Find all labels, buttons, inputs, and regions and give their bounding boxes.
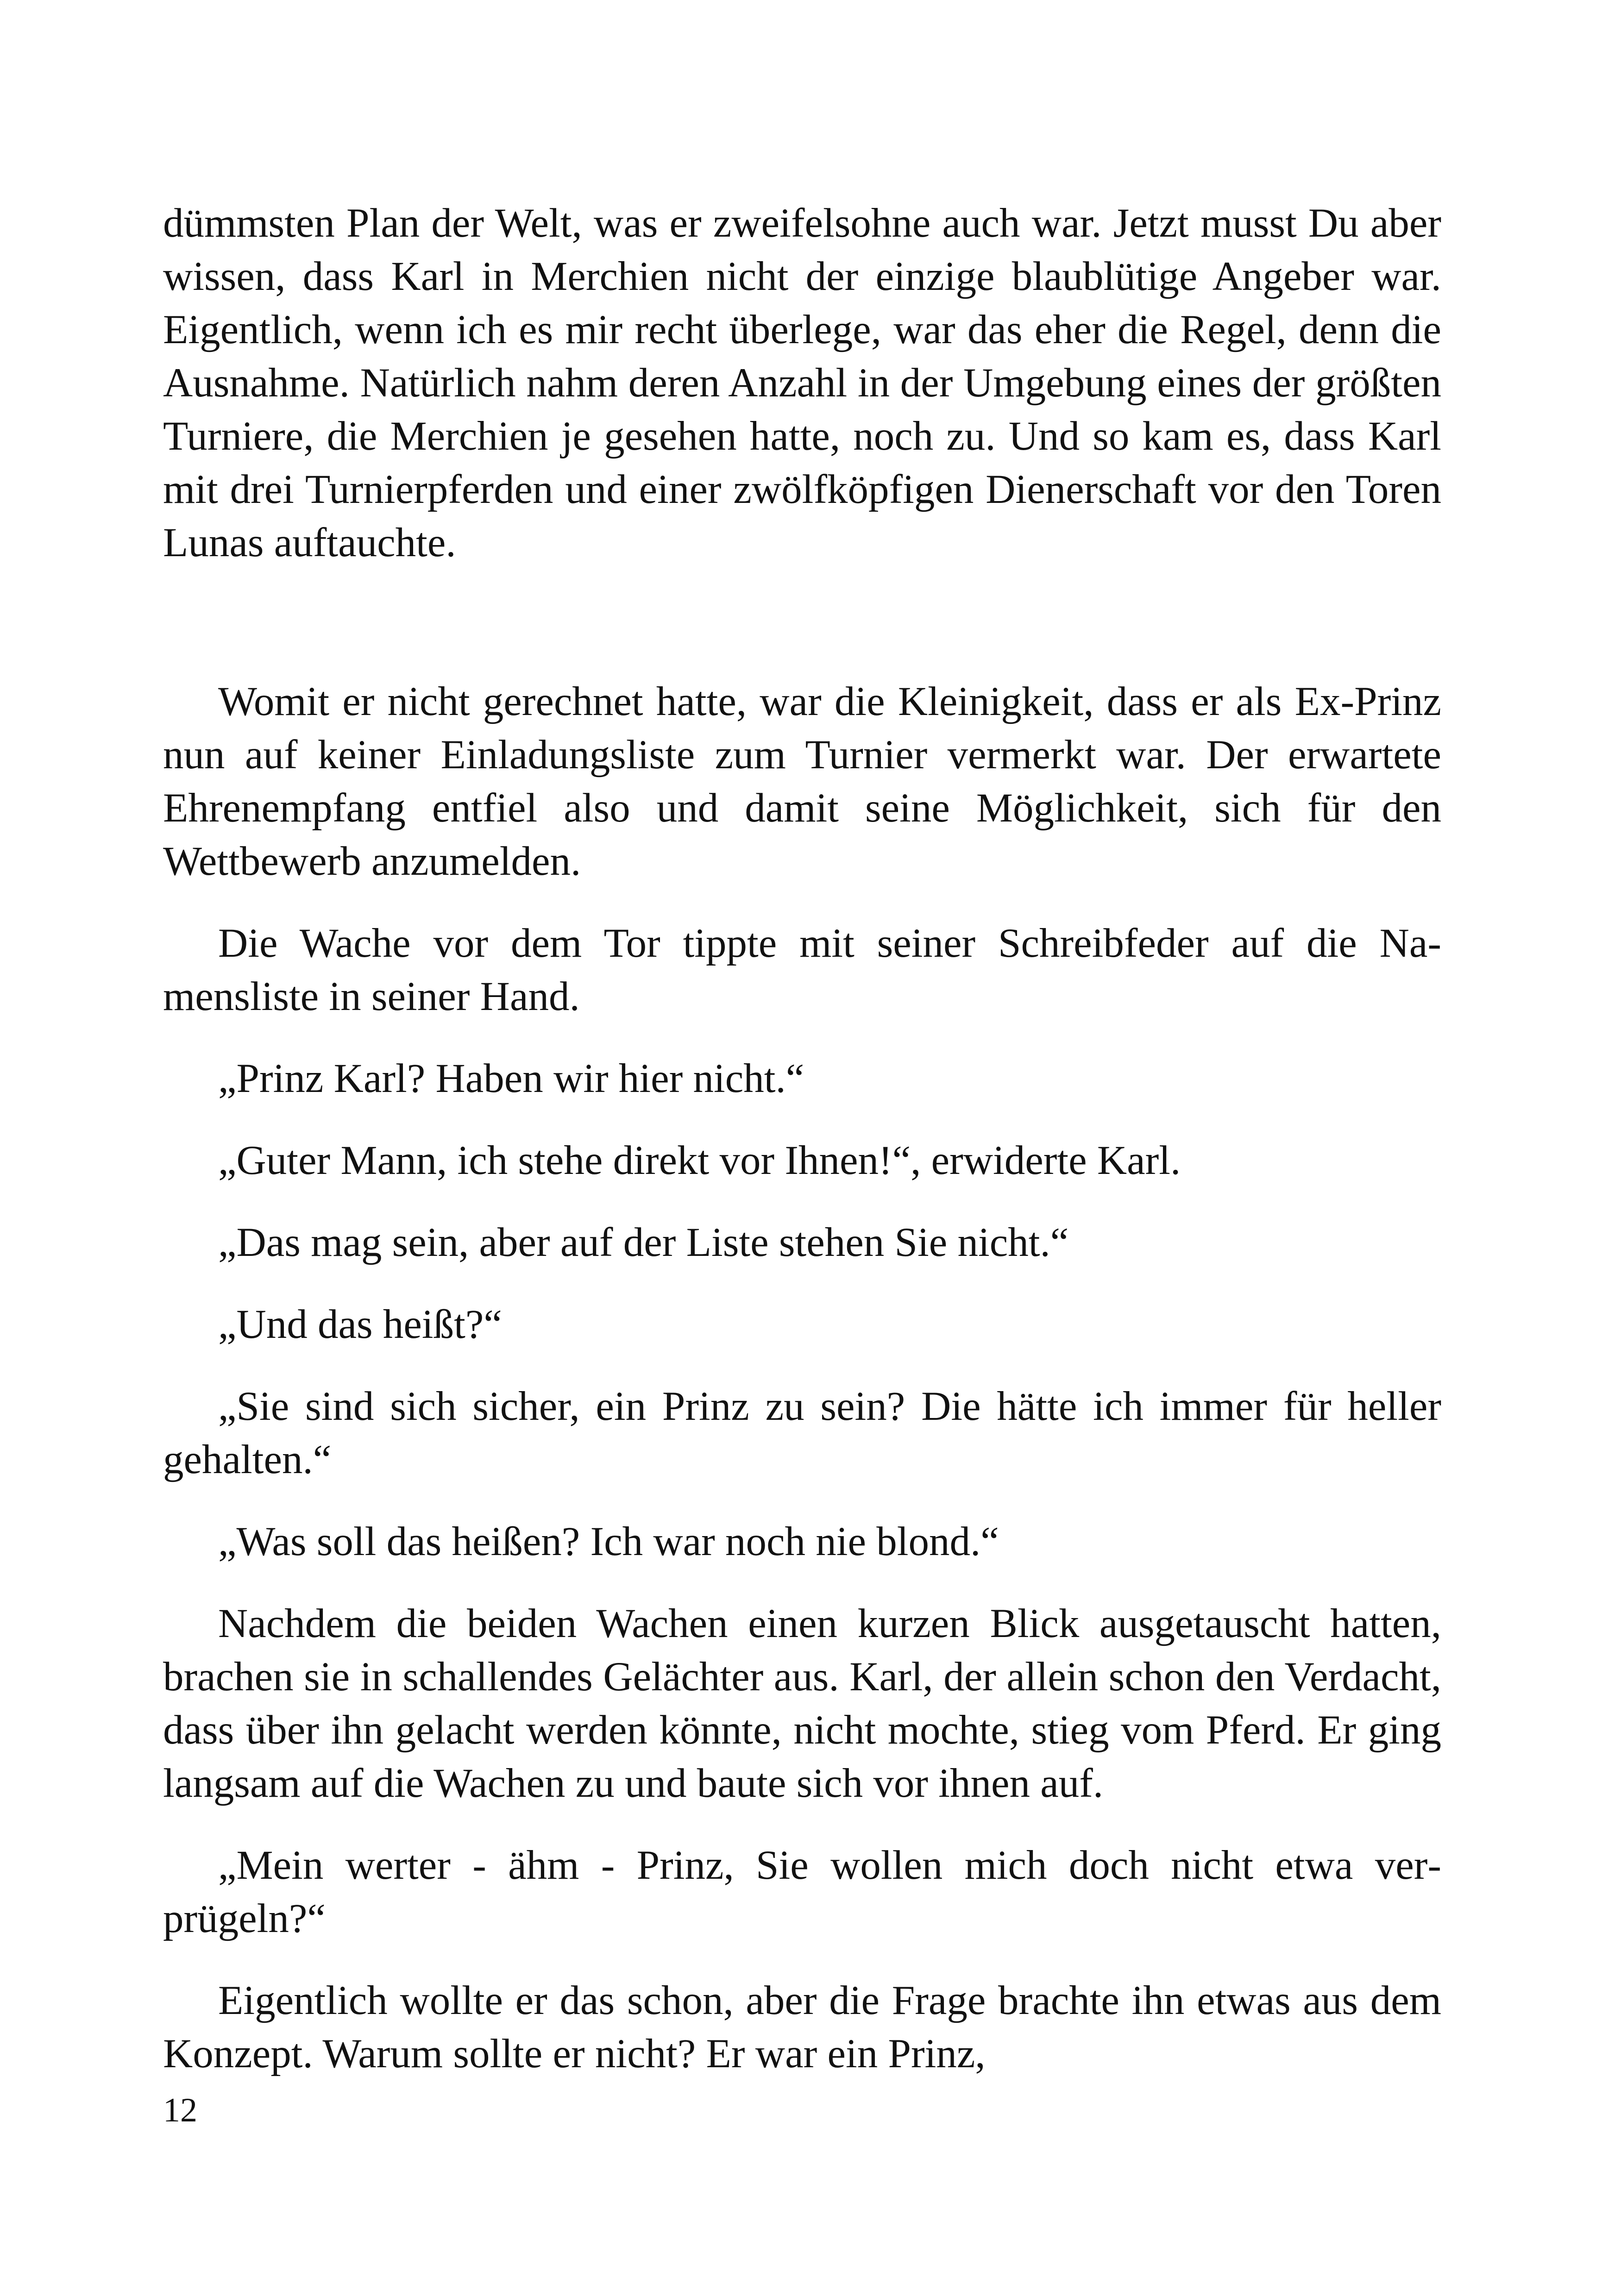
page-number: 12 — [163, 2091, 197, 2129]
paragraph: Die Wache vor dem Tor tippte mit seiner Schreibfeder auf die Namensliste in seiner Hand. — [163, 921, 1441, 1019]
dialogue-line: „Was soll das heißen? Ich war noch nie blond.“ — [218, 1519, 999, 1564]
paragraph: dümmsten Plan der Welt, was er zweifelsohne auch war. Jetzt musst Du aber wissen, dass Karl in Merchien nicht der einzige blaublütige Angeber war. Eigentlich, wenn ich es mir recht überlege, war das eher die Regel, denn die Ausnahme. Natürlich nahm deren Anzahl in der Umgebung eines der größten Turniere, die Merchien je gesehen hatte, noch zu. Und so kam es, dass Karl mit drei Turnierpferden und einer zwölfköpfigen Dienerschaft vor den Toren Lunas auftauchte. — [163, 201, 1441, 565]
dialogue-line: „Mein werter - ähm - Prinz, Sie wollen mich doch nicht etwa verprügeln?“ — [163, 1843, 1441, 1941]
paragraph: Womit er nicht gerechnet hatte, war die Kleinigkeit, dass er als Ex-Prinz nun auf keiner Einladungsliste zum Turnier vermerkt war. Der erwartete Ehrenempfang entfiel also und damit seine Möglichkeit, sich für den Wettbewerb anzumelden. — [163, 679, 1441, 884]
dialogue-line: „Prinz Karl? Haben wir hier nicht.“ — [218, 1056, 804, 1101]
dialogue-line: „Guter Mann, ich stehe direkt vor Ihnen!“, erwiderte Karl. — [218, 1138, 1181, 1183]
dialogue-line: „Und das heißt?“ — [218, 1302, 502, 1347]
paragraph: Nachdem die beiden Wachen einen kurzen Blick ausgetauscht hatten, brachen sie in schallendes Gelächter aus. Karl, der allein schon den Verdacht, dass über ihn gelacht werden könnte, nicht mochte, stieg vom Pferd. Er ging langsam auf die Wachen zu und baute sich vor ihnen auf. — [163, 1601, 1441, 1806]
paragraph: Eigentlich wollte er das schon, aber die Frage brachte ihn etwas aus dem Konzept. Warum sollte er nicht? Er war ein Prinz, — [163, 1978, 1441, 2076]
dialogue-line: „Sie sind sich sicher, ein Prinz zu sein? Die hätte ich immer für heller gehalten.“ — [163, 1384, 1441, 1482]
dialogue-line: „Das mag sein, aber auf der Liste stehen Sie nicht.“ — [218, 1220, 1069, 1265]
body-text — [163, 197, 1441, 2081]
